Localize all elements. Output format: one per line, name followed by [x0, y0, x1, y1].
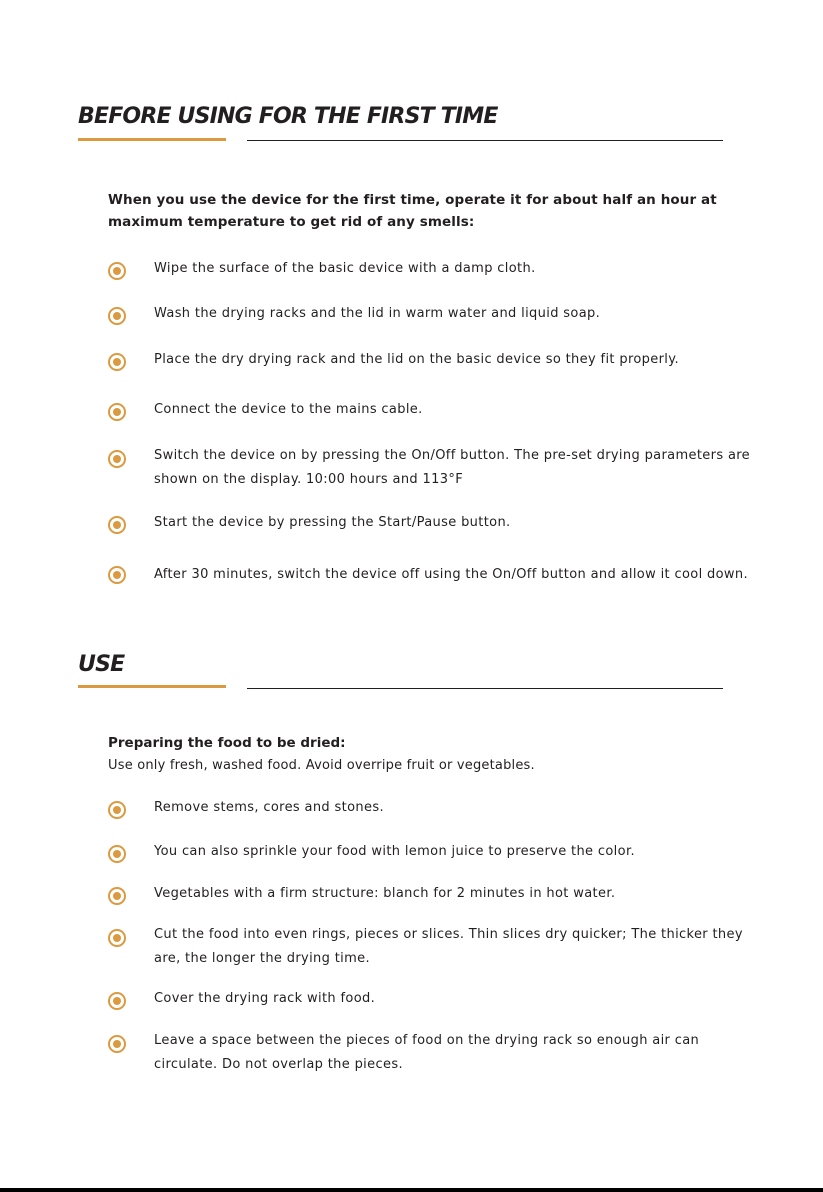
- bullet-icon: [108, 262, 126, 280]
- bullet-icon: [108, 403, 126, 421]
- bullet-icon: [108, 307, 126, 325]
- section-subhead: Preparing the food to be dried:: [108, 735, 346, 751]
- list-item-text: Switch the device on by pressing the On/Off button. The pre-set drying parameters are shown on the display. 10:00 hours and 113°F: [154, 448, 751, 487]
- bullet-icon: [108, 845, 126, 863]
- list-item-text: Cut the food into even rings, pieces or slices. Thin slices dry quicker; The thicker they are, the longer the drying time.: [154, 927, 743, 966]
- title-divider-line: [247, 140, 723, 141]
- list-item-text: Wipe the surface of the basic device with a damp cloth.: [154, 261, 536, 276]
- bullet-icon: [108, 353, 126, 371]
- list-item-text: Start the device by pressing the Start/Pause button.: [154, 515, 511, 530]
- list-item-text: Vegetables with a firm structure: blanch for 2 minutes in hot water.: [154, 886, 616, 901]
- list-item-text: Cover the drying rack with food.: [154, 991, 376, 1006]
- bullet-icon: [108, 566, 126, 584]
- section-intro: When you use the device for the first time, operate it for about half an hour at maximum temperature to get rid of any smells:: [108, 192, 717, 230]
- section-intro: Use only fresh, washed food. Avoid overripe fruit or vegetables.: [108, 758, 535, 773]
- bullet-icon: [108, 801, 126, 819]
- list-item-text: Wash the drying racks and the lid in warm water and liquid soap.: [154, 306, 601, 321]
- section-title-before-first-use: BEFORE USING FOR THE FIRST TIME: [78, 104, 498, 129]
- bullet-icon: [108, 992, 126, 1010]
- list-item-text: Connect the device to the mains cable.: [154, 402, 423, 417]
- list-item-text: Place the dry drying rack and the lid on the basic device so they fit properly.: [154, 352, 679, 367]
- list-item-text: Leave a space between the pieces of food on the drying rack so enough air can circulate. Do not overlap the pieces.: [154, 1033, 700, 1072]
- section-title-use: USE: [78, 652, 125, 677]
- title-divider-line: [247, 688, 723, 689]
- list-item-text: Remove stems, cores and stones.: [154, 800, 384, 815]
- bullet-icon: [108, 887, 126, 905]
- title-accent-rule: [78, 138, 226, 141]
- list-item-text: After 30 minutes, switch the device off using the On/Off button and allow it cool down.: [154, 567, 748, 582]
- page-bottom-edge: [0, 1188, 823, 1192]
- bullet-icon: [108, 1035, 126, 1053]
- bullet-icon: [108, 929, 126, 947]
- bullet-icon: [108, 450, 126, 468]
- bullet-icon: [108, 516, 126, 534]
- list-item-text: You can also sprinkle your food with lemon juice to preserve the color.: [154, 844, 635, 859]
- title-accent-rule: [78, 685, 226, 688]
